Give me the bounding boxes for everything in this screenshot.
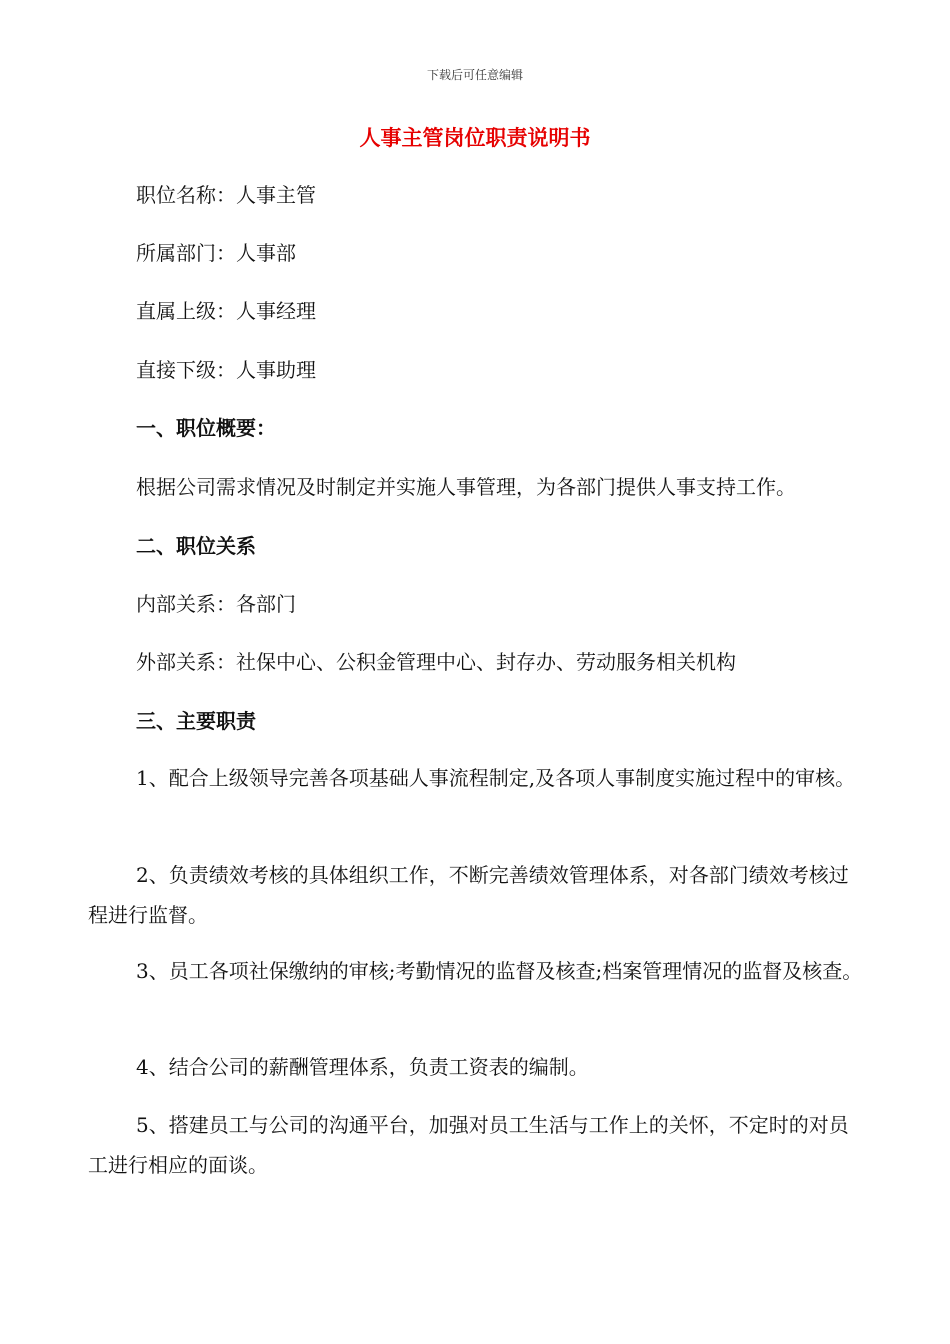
document-title: 人事主管岗位职责说明书: [359, 125, 591, 150]
section-heading-duties: 三、主要职责: [136, 709, 256, 733]
overview-text: 根据公司需求情况及时制定并实施人事管理，为各部门提供人事支持工作。: [136, 475, 796, 499]
duty-item-5: 5、搭建员工与公司的沟通平台，加强对员工生活与工作上的关怀，不定时的对员工进行相应的面谈。: [88, 1113, 849, 1177]
duty-item-2: 2、负责绩效考核的具体组织工作，不断完善绩效管理体系，对各部门绩效考核过程进行监督。: [88, 863, 849, 927]
section-heading-relations: 二、职位关系: [136, 534, 256, 558]
direct-superior: 直属上级：人事经理: [136, 299, 316, 323]
duty-item-1: 1、配合上级领导完善各项基础人事流程制定,及各项人事制度实施过程中的审核。: [136, 766, 856, 790]
position-name: 职位名称：人事主管: [136, 183, 316, 207]
direct-subordinate: 直接下级：人事助理: [136, 358, 316, 382]
section-heading-overview: 一、职位概要：: [136, 416, 276, 440]
internal-relations: 内部关系：各部门: [136, 592, 296, 616]
department: 所属部门：人事部: [136, 241, 296, 265]
external-relations: 外部关系：社保中心、公积金管理中心、封存办、劳动服务相关机构: [136, 650, 736, 674]
duty-item-4: 4、结合公司的薪酬管理体系，负责工资表的编制。: [136, 1055, 589, 1079]
duty-item-3: 3、员工各项社保缴纳的审核;考勤情况的监督及核查;档案管理情况的监督及核查。: [136, 959, 863, 983]
header-note: 下载后可任意编辑: [426, 68, 523, 82]
